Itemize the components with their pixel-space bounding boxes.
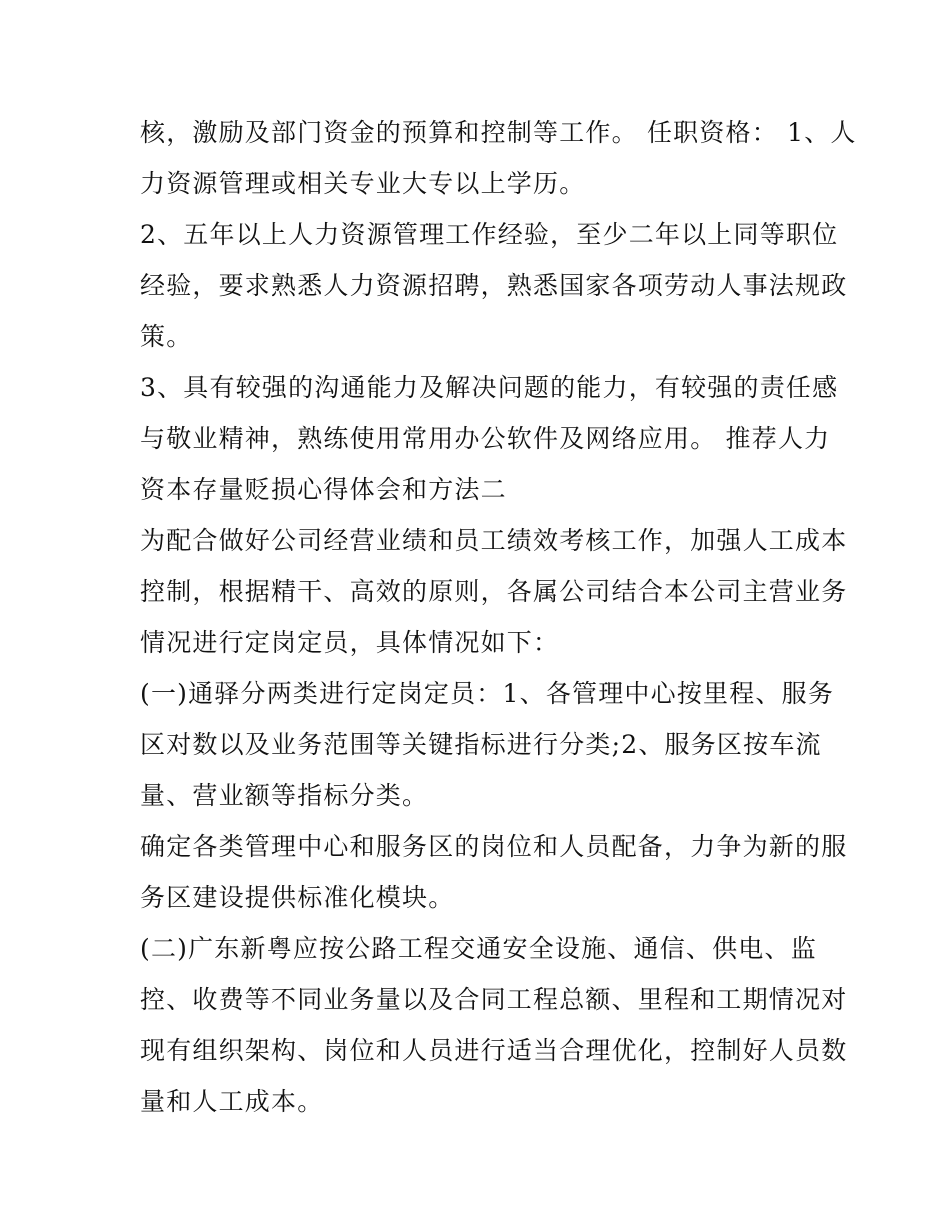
text-line: 资本存量贬损心得体会和方法二 bbox=[140, 475, 507, 504]
text-line: 经验，要求熟悉人力资源招聘，熟悉国家各项劳动人事法规政 bbox=[140, 271, 848, 300]
text-line: 务区建设提供标准化模块。 bbox=[140, 883, 455, 912]
text-line: (二)广东新粤应按公路工程交通安全设施、通信、供电、监 bbox=[140, 934, 817, 963]
text-line: 2、五年以上人力资源管理工作经验，至少二年以上同等职位 bbox=[140, 220, 839, 249]
text-line: 为配合做好公司经营业绩和员工绩效考核工作，加强人工成本 bbox=[140, 526, 848, 555]
text-line: 控制，根据精干、高效的原则，各属公司结合本公司主营业务 bbox=[140, 577, 848, 606]
text-line: 量、营业额等指标分类。 bbox=[140, 781, 429, 810]
text-line: 核，激励及部门资金的预算和控制等工作。 任职资格： 1、人 bbox=[140, 118, 857, 147]
paragraph-7 bbox=[140, 923, 848, 1127]
text-line: 策。 bbox=[140, 322, 193, 351]
text-line: 情况进行定岗定员，具体情况如下： bbox=[140, 628, 560, 657]
text-line: 区对数以及业务范围等关键指标进行分类;2、服务区按车流 bbox=[140, 730, 822, 759]
paragraph-4 bbox=[140, 515, 848, 668]
text-line: 控、收费等不同业务量以及合同工程总额、里程和工期情况对 bbox=[140, 985, 848, 1014]
text-line: (一)通驿分两类进行定岗定员：1、各管理中心按里程、服务 bbox=[140, 679, 835, 708]
text-line: 与敬业精神，熟练使用常用办公软件及网络应用。 推荐人力 bbox=[140, 424, 831, 453]
text-line: 力资源管理或相关专业大专以上学历。 bbox=[140, 169, 586, 198]
paragraph-2 bbox=[140, 209, 848, 362]
text-line: 3、具有较强的沟通能力及解决问题的能力，有较强的责任感 bbox=[140, 373, 839, 402]
document-body bbox=[140, 107, 857, 1127]
text-line: 量和人工成本。 bbox=[140, 1087, 324, 1116]
text-line: 确定各类管理中心和服务区的岗位和人员配备，力争为新的服 bbox=[140, 832, 848, 861]
paragraph-5 bbox=[140, 668, 835, 821]
paragraph-1 bbox=[140, 107, 857, 209]
text-line: 现有组织架构、岗位和人员进行适当合理优化，控制好人员数 bbox=[140, 1036, 848, 1065]
paragraph-3 bbox=[140, 362, 839, 515]
paragraph-6 bbox=[140, 821, 848, 923]
